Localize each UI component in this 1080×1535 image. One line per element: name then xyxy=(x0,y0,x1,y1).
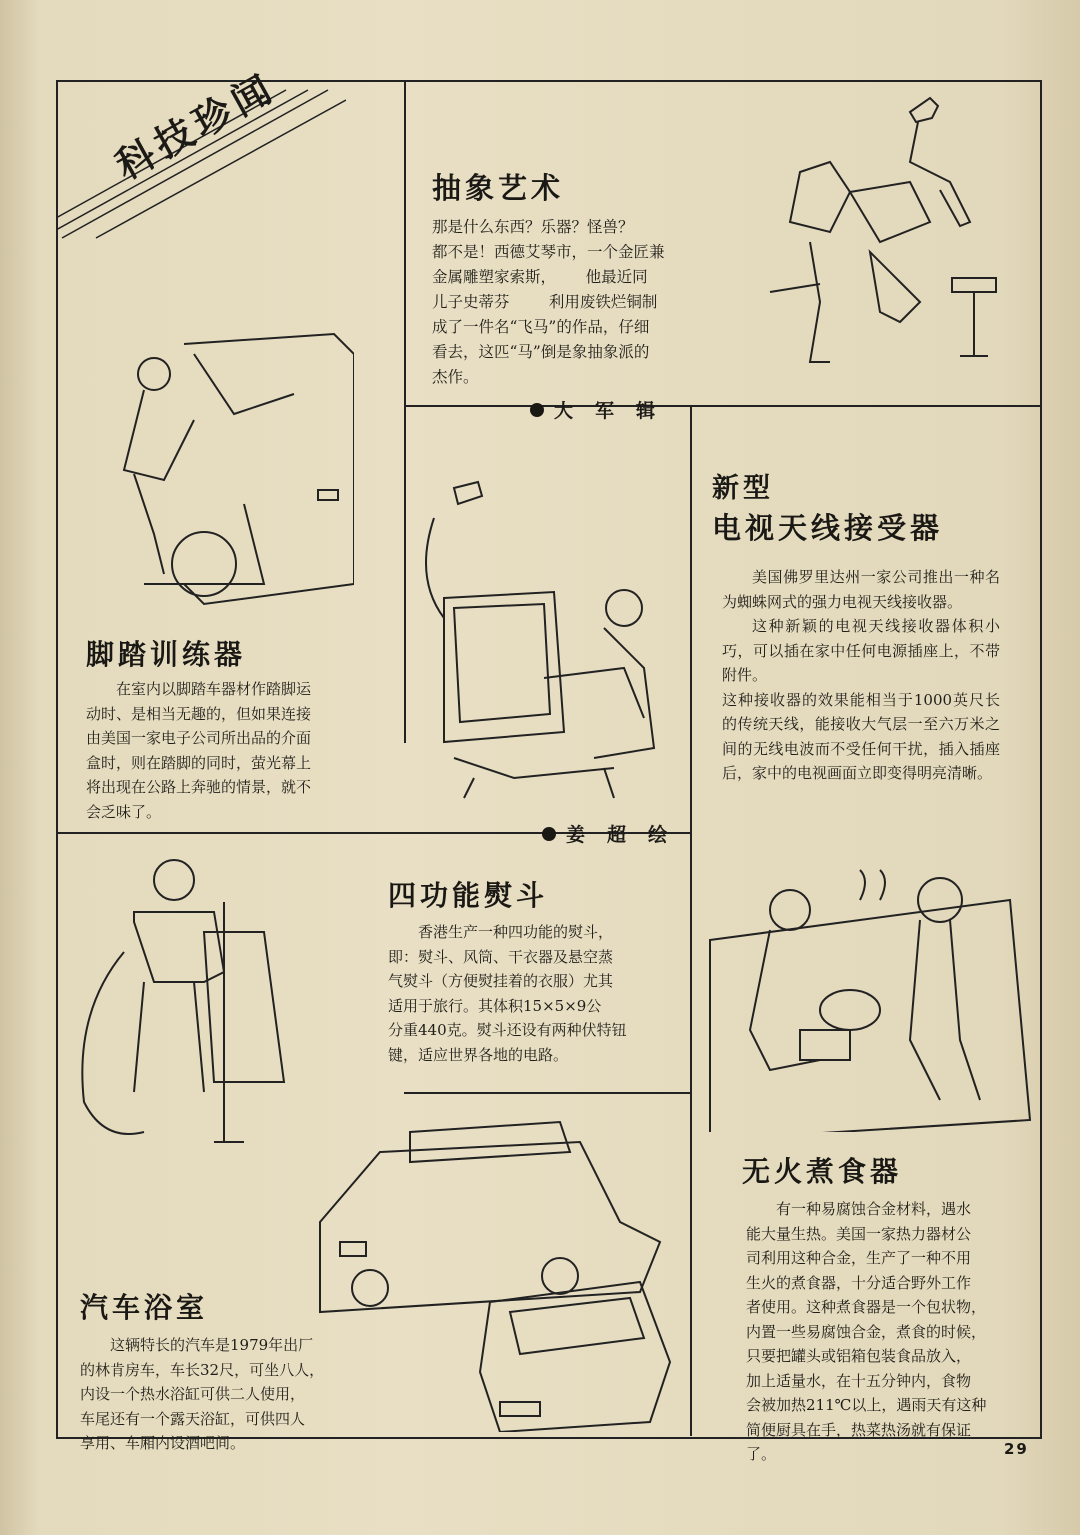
tv-antenna-title-line1: 新型 xyxy=(712,473,774,504)
banner-title: 科技珍闻 xyxy=(108,64,284,189)
pedal-trainer-body xyxy=(86,677,364,824)
abstract-art-line: 看去，这匹“马”倒是象抽象派的 xyxy=(432,343,650,361)
ironing-illustration xyxy=(64,852,304,1150)
iron-line: 键，适应世界各地的电路。 xyxy=(388,1045,569,1064)
abstract-art-line: 那是什么东西？乐器？怪兽？ xyxy=(432,218,634,236)
cooker-body xyxy=(746,1197,1022,1467)
cooker-line: 会被加热211℃以上，遇雨天有这种 xyxy=(746,1396,987,1414)
iron-line: 分重440克。熨斗还设有两种伏特钮 xyxy=(388,1021,627,1039)
pedal-trainer-title: 脚踏训练器 xyxy=(86,638,247,671)
cooker-line: 简便厨具在手，热菜热汤就有保证 xyxy=(746,1420,972,1439)
cooker-line: 了。 xyxy=(746,1445,777,1463)
abstract-art-title: 抽象艺术 xyxy=(432,171,565,205)
tv-antenna-title-line2: 电视天线接受器 xyxy=(712,511,944,545)
divider-v2 xyxy=(690,405,692,1436)
pedal-trainer-line: 在室内以脚踏车器材作踏脚运 xyxy=(116,680,312,698)
abstract-art-line: 杰作。 xyxy=(432,368,479,386)
iron-line: 适用于旅行。其体积15×5×9公 xyxy=(388,996,602,1015)
pedal-trainer-line: 会乏味了。 xyxy=(86,802,162,821)
pedal-trainer-line: 动时、是相当无趣的，但如果连接 xyxy=(86,704,312,723)
cooker-illustration xyxy=(700,860,1032,1132)
tv-antenna-paragraph: 这种新颖的电视天线接收器体积小巧，可以插在家中任何电源插座上，不带附件。 xyxy=(722,617,1000,684)
iron-line: 气熨斗（方便熨挂着的衣服）尤其 xyxy=(388,972,614,990)
abstract-art-body xyxy=(432,215,712,390)
pedal-trainer-line: 将出现在公路上奔驰的情景，就不 xyxy=(86,778,312,796)
tv-viewer-illustration xyxy=(414,478,684,808)
sculpture-illustration xyxy=(760,92,1010,382)
divider-v1 xyxy=(404,80,406,743)
cooker-line: 者使用。这种煮食器是一个包状物， xyxy=(746,1298,987,1316)
bath-car-line: 车尾还有一个露天浴缸，可供四人 xyxy=(80,1409,306,1428)
cooker-line: 生火的煮食器，十分适合野外工作 xyxy=(746,1273,972,1292)
page-number: 29 xyxy=(1004,1440,1029,1458)
tv-antenna-paragraph: 这种接收器的效果能相当于1000英尺长的传统天线，能接收大气层一至六万米之间的无线电波而不受任何干扰，插入插座后，家中的电视画面立即变得明亮清晰。 xyxy=(722,690,1000,782)
pedal-trainer-line: 由美国一家电子公司所出品的介面 xyxy=(86,729,312,747)
cooker-title: 无火煮食器 xyxy=(742,1155,903,1188)
illustrator-credit-text: 姜超绘 xyxy=(566,824,690,846)
iron-line: 香港生产一种四功能的熨斗， xyxy=(418,923,614,941)
iron-title: 四功能熨斗 xyxy=(388,879,549,912)
abstract-art-line: 成了一件名“飞马”的作品，仔细 xyxy=(432,318,650,336)
compiler-credit-text: 大军辑 xyxy=(554,400,678,422)
tv-antenna-body xyxy=(722,565,1000,786)
tv-antenna-paragraph: 美国佛罗里达州一家公司推出一种名为蜘蛛网式的强力电视天线接收器。 xyxy=(722,568,1000,611)
bullet-icon xyxy=(542,827,556,841)
abstract-art-line: 都不是！西德艾琴市，一个金匠兼 xyxy=(432,243,665,261)
bath-car-line: 这辆特长的汽车是1979年出厂 xyxy=(110,1336,314,1354)
pedal-trainer-line: 盒时，则在踏脚的同时，萤光幕上 xyxy=(86,753,312,772)
bath-car-body xyxy=(80,1333,365,1456)
bath-car-line: 享用、车厢内设酒吧间。 xyxy=(80,1434,246,1452)
cooker-line: 司利用这种合金，生产了一种不用 xyxy=(746,1249,972,1267)
bullet-icon xyxy=(530,403,544,417)
compiler-credit xyxy=(530,396,677,423)
abstract-art-line: 金属雕塑家索斯， 他最近同 xyxy=(432,268,648,286)
bath-car-line: 的林肯房车，车长32尺，可坐八人， xyxy=(80,1360,325,1379)
column-banner xyxy=(56,64,346,240)
divider-h1 xyxy=(404,405,1040,407)
cooker-line: 能大量生热。美国一家热力器材公 xyxy=(746,1224,972,1243)
divider-h3 xyxy=(404,1092,692,1094)
abstract-art-line: 儿子史蒂芬 利用废铁烂铜制 xyxy=(432,293,658,311)
bath-car-line: 内设一个热水浴缸可供二人使用， xyxy=(80,1385,306,1403)
iron-body xyxy=(388,920,658,1067)
bike-trainer-illustration xyxy=(104,324,354,614)
cooker-line: 只要把罐头或铝箱包装食品放入， xyxy=(746,1347,972,1365)
cooker-line: 有一种易腐蚀合金材料，遇水 xyxy=(776,1200,972,1218)
cooker-line: 加上适量水，在十五分钟内，食物 xyxy=(746,1371,972,1390)
illustrator-credit xyxy=(542,820,689,847)
iron-line: 即：熨斗、风筒、干衣器及悬空蒸 xyxy=(388,947,614,966)
cooker-line: 内置一些易腐蚀合金，煮食的时候， xyxy=(746,1322,987,1341)
bath-car-title: 汽车浴室 xyxy=(80,1291,209,1324)
